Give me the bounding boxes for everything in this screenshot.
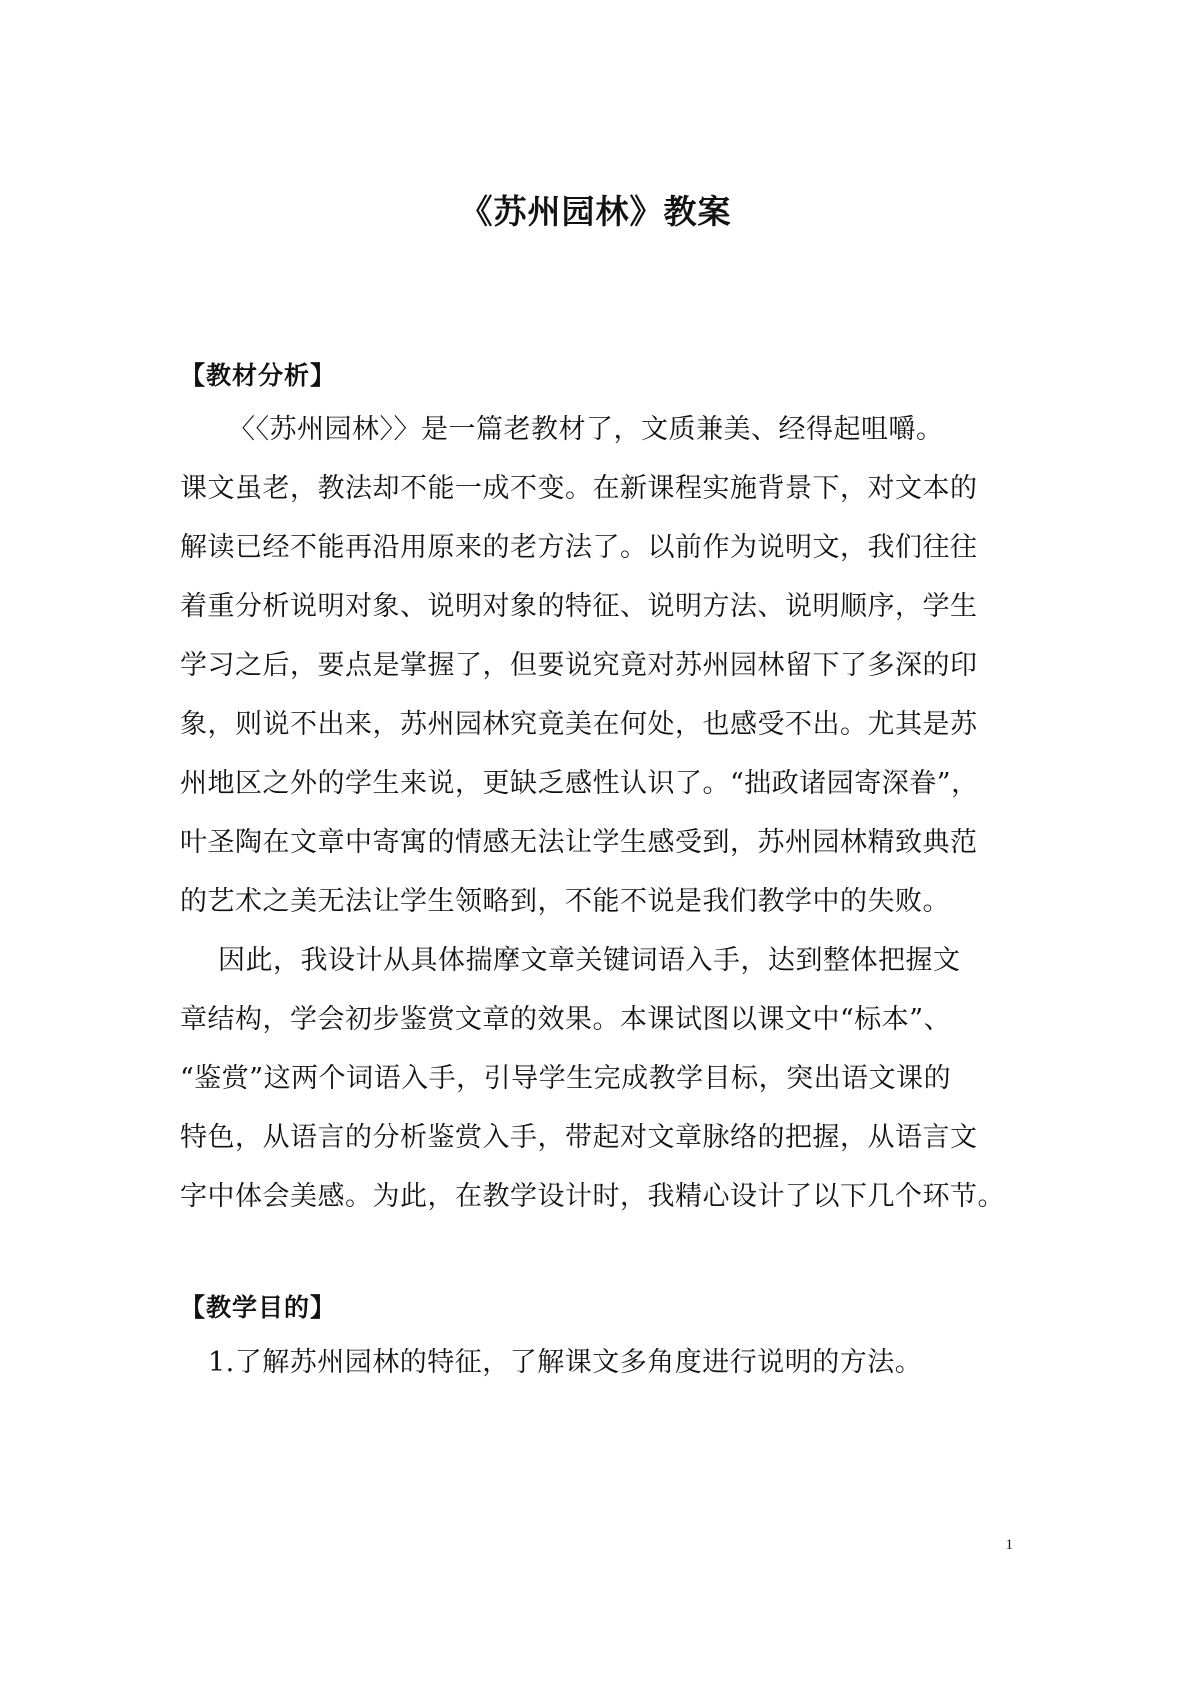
- text-line: 因此，我设计从具体揣摩文章关键词语入手，达到整体把握文: [218, 945, 961, 976]
- text-line: 字中体会美感。为此，在教学设计时，我精心设计了以下几个环节。: [180, 1181, 1005, 1212]
- text-line: 解读已经不能再沿用原来的老方法了。以前作为说明文，我们往往: [180, 532, 978, 563]
- text-line: 特色，从语言的分析鉴赏入手，带起对文章脉络的把握，从语言文: [180, 1122, 978, 1153]
- text-line: 着重分析说明对象、说明对象的特征、说明方法、说明顺序，学生: [180, 591, 978, 622]
- text-line: 的艺术之美无法让学生领略到，不能不说是我们教学中的失败。: [180, 886, 950, 917]
- text-line: 象，则说不出来，苏州园林究竟美在何处，也感受不出。尤其是苏: [180, 709, 978, 740]
- text-line: 学习之后，要点是掌握了，但要说究竟对苏州园林留下了多深的印: [180, 650, 978, 681]
- section-heading-teaching-objectives: 【教学目的】: [180, 1293, 337, 1322]
- objective-item: 1.了解苏州园林的特征，了解课文多角度进行说明的方法。: [208, 1347, 923, 1378]
- text-line: 〈〈苏州园林〉〉是一篇老教材了，文质兼美、经得起咀嚼。: [228, 414, 944, 445]
- text-line: “鉴赏”这两个词语入手，引导学生完成教学目标，突出语文课的: [180, 1063, 952, 1094]
- text-line: 课文虽老，教法却不能一成不变。在新课程实施背景下，对文本的: [180, 473, 978, 504]
- section-heading-textbook-analysis: 【教材分析】: [180, 361, 337, 390]
- document-title: 《苏州园林》教案: [459, 192, 732, 231]
- text-line: 叶圣陶在文章中寄寓的情感无法让学生感受到，苏州园林精致典范: [180, 827, 978, 858]
- page-number: 1: [1005, 1537, 1013, 1553]
- text-line: 州地区之外的学生来说，更缺乏感性认识了。“拙政诸园寄深眷”，: [180, 768, 979, 799]
- text-line: 章结构，学会初步鉴赏文章的效果。本课试图以课文中“标本”、: [180, 1004, 952, 1035]
